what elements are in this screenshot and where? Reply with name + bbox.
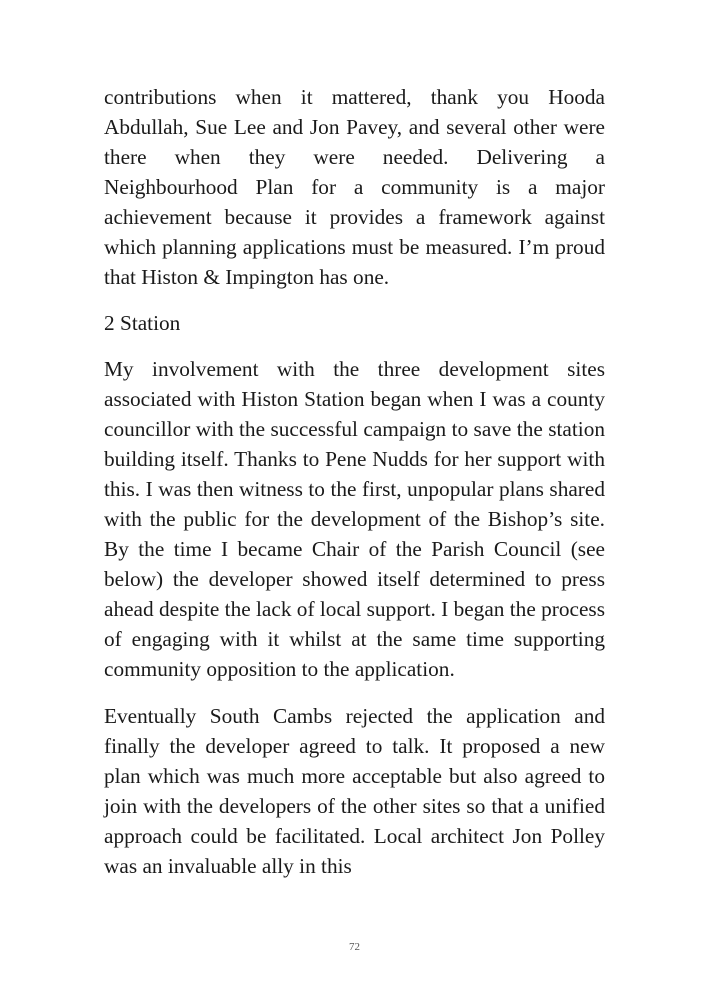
page-number: 72 [349, 941, 360, 953]
paragraph-neighbourhood-plan: contributions when it mattered, thank you Hooda Abdullah, Sue Lee and Jon Pavey, and several other were there when they were needed. Delivering a Neighbourhood Plan for a community is a major achievement because it provides a framework against which planning applications must be measured. I’m proud that Histon & Impington has one. [104, 85, 605, 289]
section-heading: 2 Station [104, 311, 181, 335]
page-body [104, 82, 605, 881]
paragraph-south-cambs: Eventually South Cambs rejected the application and finally the developer agreed to talk. It proposed a new plan which was much more acceptable but also agreed to join with the developers of the other sites so that a unified approach could be facilitated. Local architect Jon Polley was an invaluable ally in this [104, 704, 605, 878]
paragraph-station-involvement: My involvement with the three development sites associated with Histon Station began when I was a county councillor with the successful campaign to save the station building itself. Thanks to Pene Nudds for her support with this. I was then witness to the first, unpopular plans shared with the public for the development of the Bishop’s site. By the time I became Chair of the Parish Council (see below) the developer showed itself determined to press ahead despite the lack of local support. I began the process of engaging with it whilst at the same time supporting community opposition to the application. [104, 357, 605, 681]
